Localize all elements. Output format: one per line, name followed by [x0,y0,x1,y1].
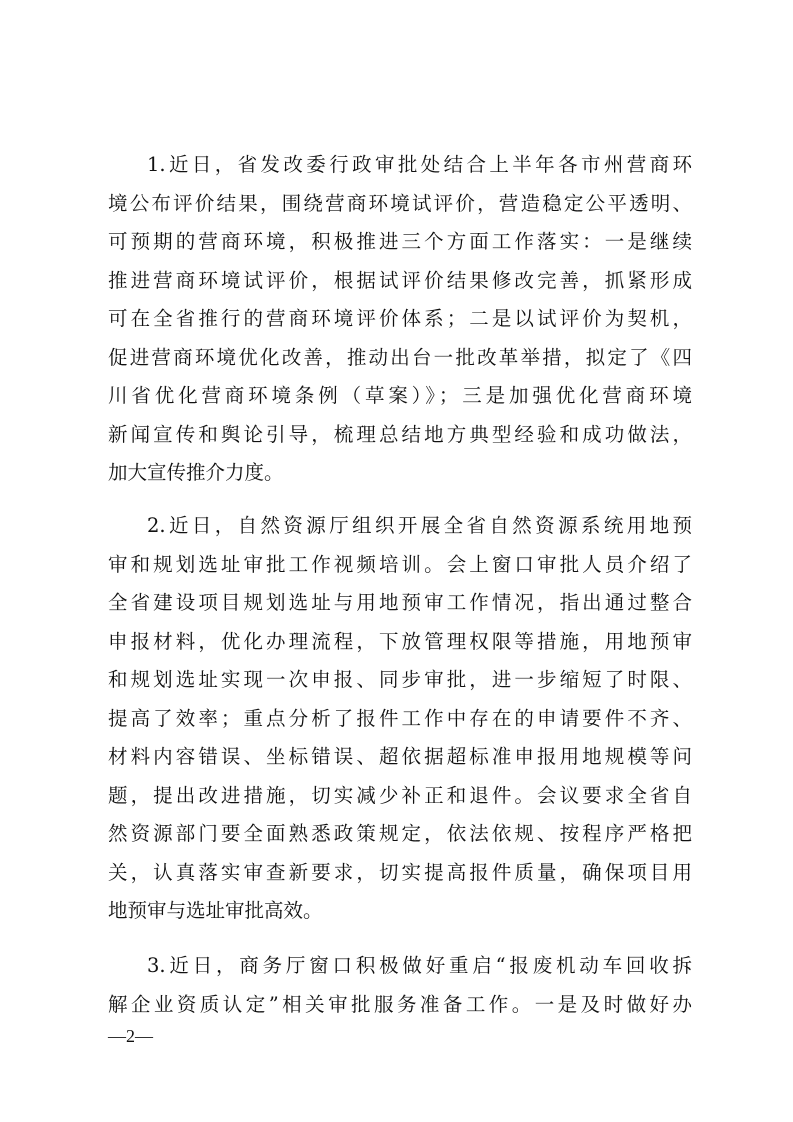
text-line: 3.近日，商务厅窗口积极做好重启“报废机动车回收拆 [147,954,692,977]
text-line: 申报材料，优化办理流程，下放管理权限等措施，用地预审 [108,629,692,653]
paragraph-2 [108,507,692,931]
text-line: 川省优化营商环境条例（草案）》；三是加强优化营商环境 [108,384,692,407]
text-line: 2.近日，自然资源厅组织开展全省自然资源系统用地预 [147,514,692,537]
text-line: 然资源部门要全面熟悉政策规定，依法依规、按程序严格把 [108,822,692,845]
paragraph-3 [108,947,692,1024]
text-line: 提高了效率；重点分析了报件工作中存在的申请要件不齐、 [108,706,692,730]
text-line: 新闻宣传和舆论引导，梳理总结地方典型经验和成功做法， [108,422,692,446]
text-line: 1.近日，省发改委行政审批处结合上半年各市州营商环 [147,153,692,176]
text-line: 题，提出改进措施，切实减少补正和退件。会议要求全省自 [108,783,692,807]
text-line: 推进营商环境试评价，根据试评价结果修改完善，抓紧形成 [108,268,692,292]
text-line: 可预期的营商环境，积极推进三个方面工作落实：一是继续 [108,230,692,253]
paragraph-1 [108,146,692,493]
text-line: 促进营商环境优化改善，推动出台一批改革举措，拟定了《四 [108,345,692,369]
text-line: 全省建设项目规划选址与用地预审工作情况，指出通过整合 [108,591,692,614]
text-line: 和规划选址实现一次申报、同步审批，进一步缩短了时限、 [108,668,692,691]
text-line: 材料内容错误、坐标错误、超依据超标准申报用地规模等问 [108,745,692,768]
text-line: 加大宣传推介力度。 [108,461,284,484]
text-line: 可在全省推行的营商环境评价体系；二是以试评价为契机， [108,307,692,330]
text-line: 境公布评价结果，围绕营商环境试评价，营造稳定公平透明、 [108,191,692,215]
page-number: —2— [108,1026,153,1046]
text-line: 地预审与选址审批高效。 [108,899,323,922]
text-line: 关，认真落实审查新要求，切实提高报件质量，确保项目用 [108,860,692,884]
text-line: 审和规划选址审批工作视频培训。会上窗口审批人员介绍了 [108,552,692,576]
text-line: 解企业资质认定”相关审批服务准备工作。一是及时做好办 [108,992,692,1016]
